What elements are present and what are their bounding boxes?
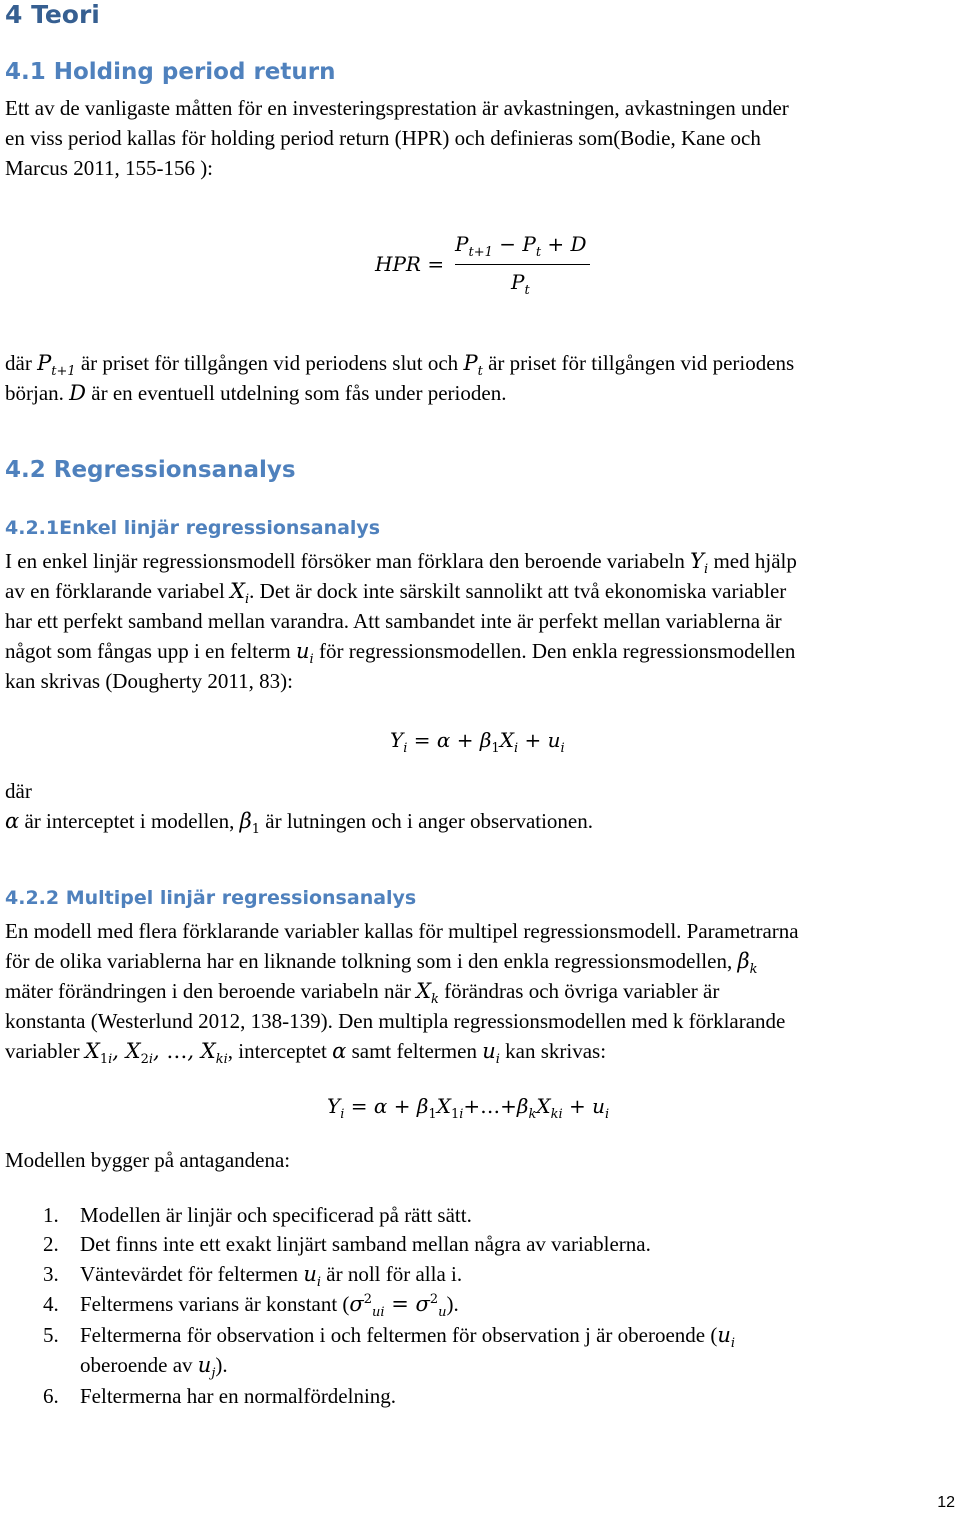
heading-4-2-1: 4.2.1Enkel linjär regressionsanalys [5,517,381,539]
list-item: 3. Väntevärdet för feltermen $u_i$ är noll för alla i. [43,1262,463,1291]
heading-4-2-2: 4.2.2 Multipel linjär regressionsanalys [5,887,417,909]
paragraph-line: mäter förändringen i den beroende variabeln när $X_k$ förändras och övriga variabler är [5,979,720,1008]
heading-4-1: 4.1 Holding period return [5,59,336,85]
paragraph-line: där $P_{t+1}$ är priset för tillgången vid periodens slut och $P_t$ är priset för tillgången vid periodens [5,351,795,380]
hpr-equation [375,228,605,298]
paragraph-line: konstanta (Westerlund 2012, 138-139). Den multipla regressionsmodellen med k förklarande [5,1009,786,1033]
list-item: 1. Modellen är linjär och specificerad på rätt sätt. [43,1203,472,1227]
paragraph-line: kan skrivas (Dougherty 2011, 83): [5,669,293,693]
heading-4-teori: 4 Teori [5,0,100,29]
list-item: 4. Feltermens varians är konstant $(\sigma^2_{ui} = \sigma^2_u)$. [43,1292,459,1321]
hpr-equation-numerator: $P_{t+1} - P_t + D$ [455,232,587,260]
paragraph-line: början. D är en eventuell utdelning som fås under perioden. [5,381,507,405]
paragraph-line: α är interceptet i modellen, $\beta_1$ är lutningen och i anger observationen. [5,809,594,838]
paragraph-line: av en förklarande variabel $X_i$. Det är dock inte särskilt sannolikt att två ekonomiska variabler [5,579,787,608]
paragraph-line: Marcus 2011, 155-156 ): [5,156,214,180]
paragraph-line: har ett perfekt samband mellan varandra. Att sambandet inte är perfekt mellan variablerna är [5,609,782,633]
paragraph-line: I en enkel linjär regressionsmodell försöker man förklara den beroende variabeln $Y_i$ med hjälp [5,549,797,578]
list-item: 2. Det finns inte ett exakt linjärt samband mellan några av variablerna. [43,1232,651,1256]
fraction-bar [455,264,590,265]
paragraph-line: något som fångas upp i en felterm $u_i$ för regressionsmodellen. Den enkla regressionsmodellen [5,639,796,668]
hpr-equation-lhs: HPR = [375,252,445,276]
page-number: 12 [937,1494,955,1511]
multiple-regression-equation: $Y_i = \alpha$ + $\beta_1X_{1i}+\dots+\beta_kX_{ki} + u_i$ [327,1094,610,1122]
list-item: 6. Feltermerna har en normalfördelning. [43,1384,397,1408]
heading-4-2: 4.2 Regressionsanalys [5,457,296,483]
paragraph-line: för de olika variablerna har en liknande tolkning som i den enkla regressionsmodellen, $\beta_k$ [5,949,758,978]
list-item: 5. Feltermerna för observation i och feltermen för observation j är oberoende ($u_i$ oberoende av $u_j$). [43,1323,736,1382]
paragraph-line: Modellen bygger på antagandena: [5,1148,291,1172]
paragraph-line: En modell med flera förklarande variabler kallas för multipel regressionsmodell. Parametrarna [5,919,799,943]
paragraph-line: en viss period kallas för holding period return (HPR) och definieras som(Bodie, Kane och [5,126,761,150]
paragraph-line: Ett av de vanligaste måtten för en investeringsprestation är avkastningen, avkastningen under [5,96,789,120]
hpr-equation-denominator: $P_t$ [511,270,530,298]
paragraph-line: där [5,779,32,803]
paragraph-line: variabler $X_{1i}$, $X_{2i}$, …, $X_{ki}$, interceptet α samt feltermen $u_i$ kan skrivas: [5,1039,607,1068]
simple-regression-equation: $Y_i = \alpha + \beta_1X_i + u_i$ [390,728,565,756]
